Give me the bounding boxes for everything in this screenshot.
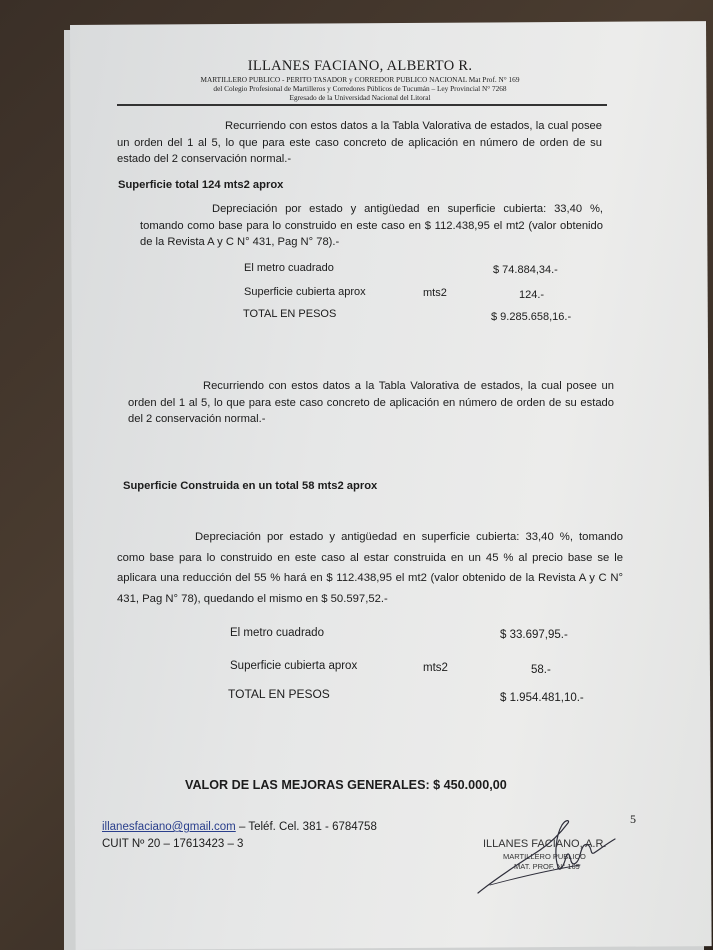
section1-surface-value: 124.- — [519, 289, 545, 301]
cuit-text: CUIT Nº 20 – 17613423 – 3 — [102, 838, 244, 850]
section1-total-value: $ 9.285.658,16.- — [491, 311, 572, 323]
general-improvements-total: VALOR DE LAS MEJORAS GENERALES: $ 450.000,00 — [185, 778, 507, 792]
letterhead-title: MARTILLERO PUBLICO - PERITO TASADOR y CORREDOR PUBLICO NACIONAL Mat Prof. N° 169 — [200, 75, 520, 84]
section2-m2-value: $ 33.697,95.- — [500, 629, 568, 641]
section2-surface-label: Superficie cubierta aprox — [230, 660, 358, 672]
section1-surface-label: Superficie cubierta aprox — [244, 286, 366, 298]
stamp-registration: MAT. PROF. N° 169 — [514, 862, 580, 871]
letterhead-college: del Colegio Profesional de Martilleros y Corredores Públicos de Tucumán – Ley Provincial N° 7268 — [213, 84, 507, 93]
section1-m2-value: $ 74.884,34.- — [493, 264, 558, 276]
section2-surface-value: 58.- — [531, 664, 551, 676]
section1-m2-label: El metro cuadrado — [244, 262, 334, 274]
phone-text: – Teléf. Cel. 381 - 6784758 — [235, 821, 377, 833]
section2-surface-unit: mts2 — [423, 662, 448, 674]
section1-closing-paragraph: Recurriendo con estos datos a la Tabla Valorativa de estados, la cual posee un orden del 1 al 5, lo que para este caso concreto de aplicación en número de orden de su estado del 2 conservación normal.- — [128, 380, 614, 425]
stamp-title: MARTILLERO PUBLICO — [503, 852, 586, 861]
section1-heading: Superficie total 124 mts2 aprox — [118, 179, 284, 191]
section1-total-label: TOTAL EN PESOS — [243, 308, 337, 320]
section2-paragraph: Depreciación por estado y antigüedad en superficie cubierta: 33,40 %, tomando como base para lo construido en este caso al estar construida en un 45 % al precio base se le aplicara una reducción del 55 % hará en $ 112.438,95 el mt2 (valor obtenido de la Revista A y C N° 431, Pag N° 78), quedando el mismo en $ 50.597,52.- — [117, 531, 623, 605]
letterhead-university: Egresado de la Universidad Nacional del Litoral — [289, 93, 431, 102]
letterhead-name: ILLANES FACIANO, ALBERTO R. — [247, 58, 473, 74]
contact-line — [102, 821, 377, 833]
section2-heading: Superficie Construida en un total 58 mts2 aprox — [123, 480, 378, 492]
stamp-name: ILLANES FACIANO, A.R. — [483, 838, 607, 850]
intro-paragraph: Recurriendo con estos datos a la Tabla Valorativa de estados, la cual posee un orden del 1 al 5, lo que para este caso concreto de aplicación en número de orden de su estado del 2 conservación normal.- — [117, 120, 602, 165]
section1-surface-unit: mts2 — [423, 287, 447, 299]
section2-total-label: TOTAL EN PESOS — [228, 687, 330, 701]
section2-m2-label: El metro cuadrado — [230, 627, 324, 639]
email-link[interactable]: illanesfaciano@gmail.com — [102, 821, 236, 833]
section2-total-value: $ 1.954.481,10.- — [500, 692, 584, 704]
section1-paragraph: Depreciación por estado y antigüedad en superficie cubierta: 33,40 %, tomando como base para lo construido en este caso en $ 112.438,95 el mt2 (valor obtenido de la Revista A y C N° 431, Pag N° 78).- — [140, 203, 603, 248]
handwritten-signature — [470, 815, 630, 900]
letterhead — [120, 58, 600, 102]
page-number: 5 — [630, 812, 636, 826]
header-divider — [117, 104, 607, 106]
